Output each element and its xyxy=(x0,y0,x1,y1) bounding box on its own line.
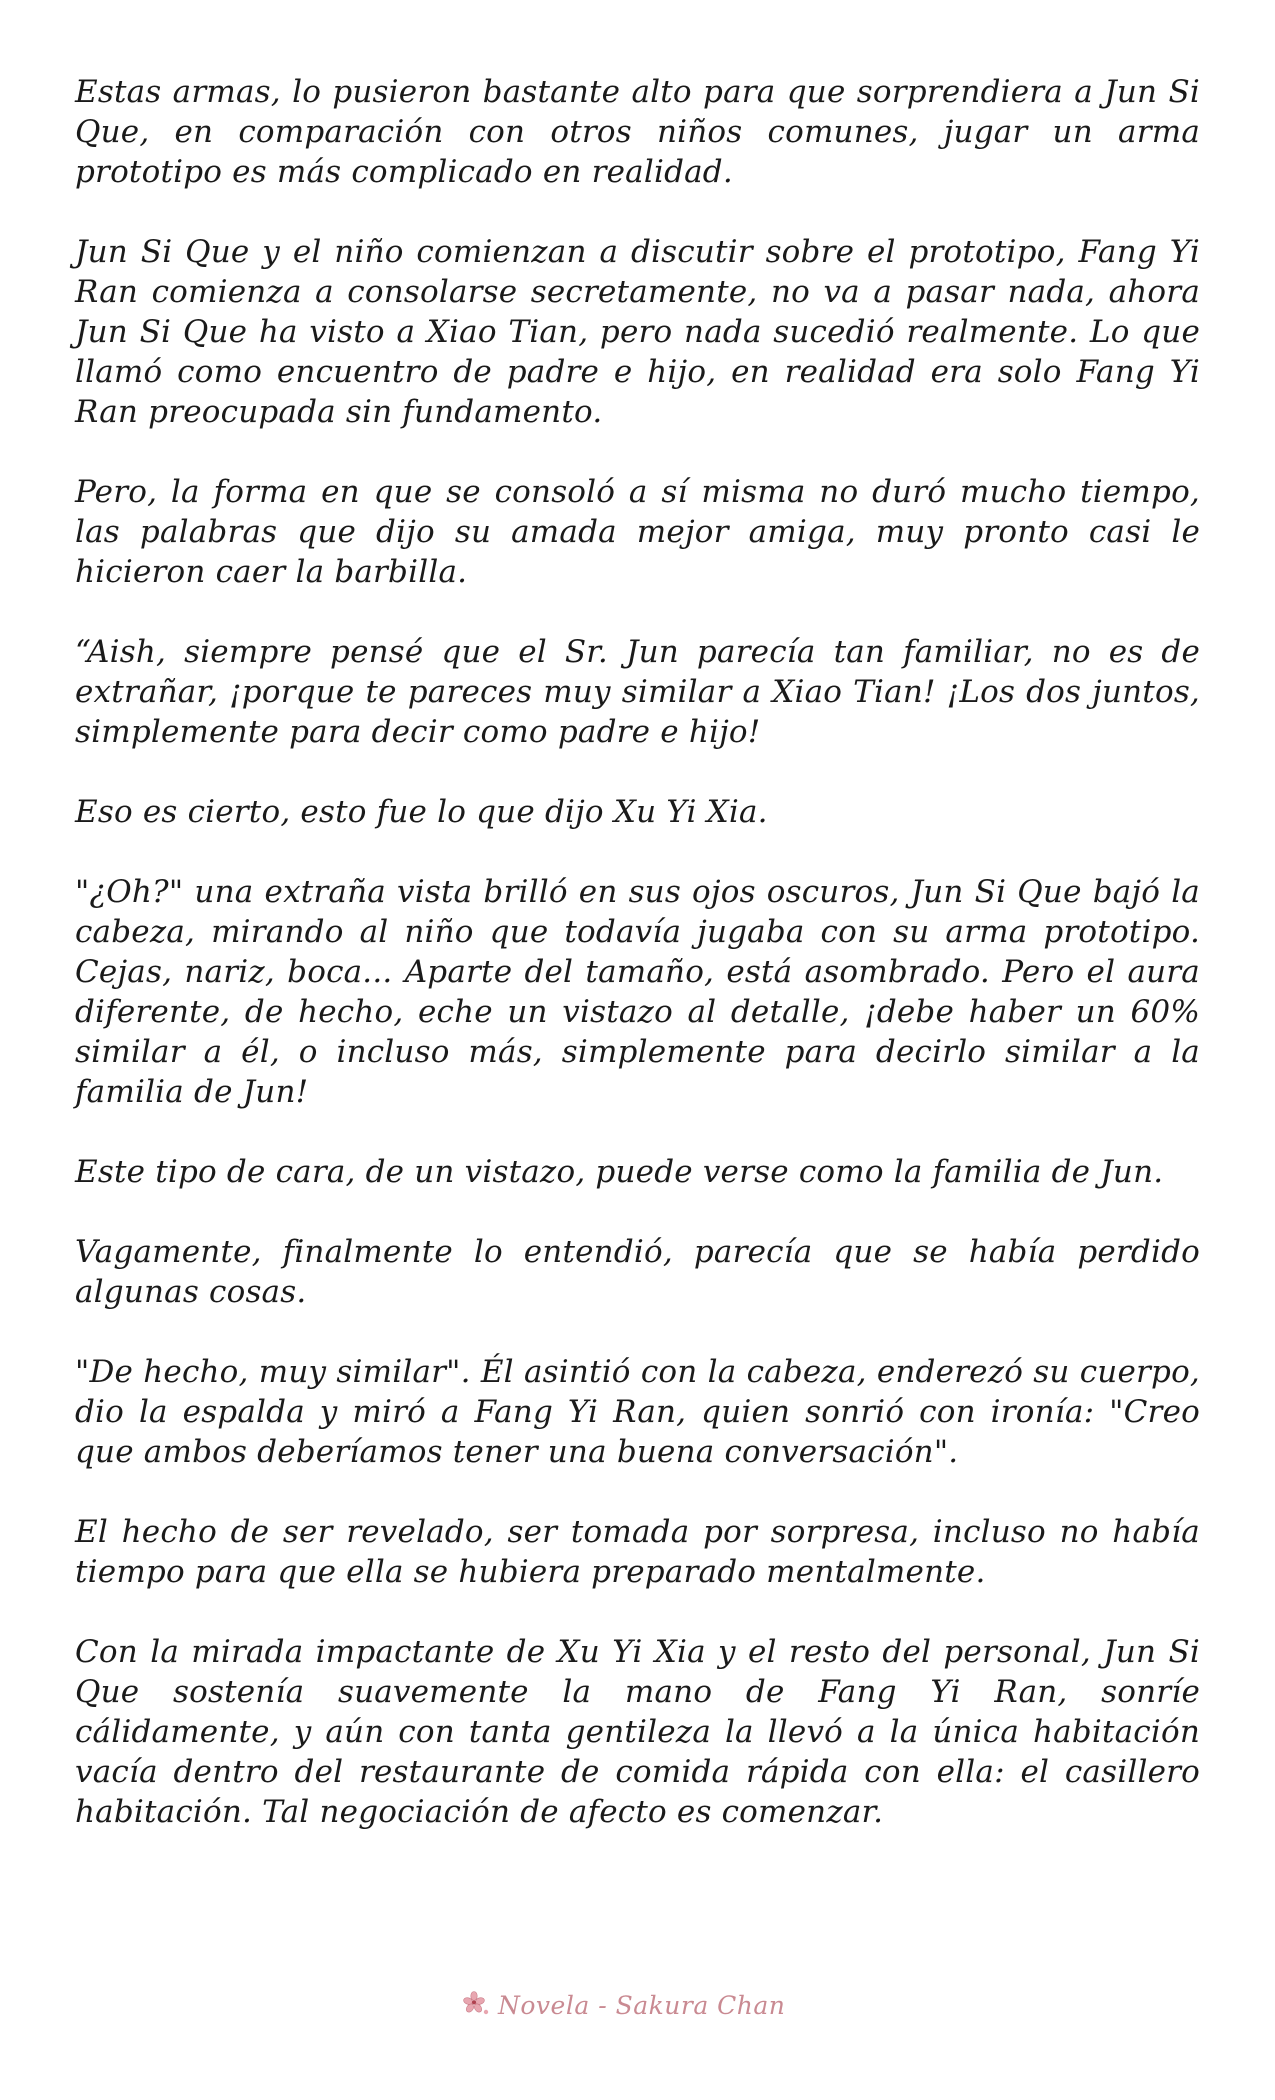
watermark-text: Novela - Sakura Chan xyxy=(498,1990,786,2020)
paragraph: Eso es cierto, esto fue lo que dijo Xu Yi Xia. xyxy=(75,794,768,830)
watermark xyxy=(462,1990,785,2020)
paragraph: "De hecho, muy similar". Él asintió con la cabeza, enderezó su cuerpo, dio la espalda y miró a Fang Yi Ran, quien sonrió con ironía: "Creo que ambos deberíamos tener una buena conversación". xyxy=(75,1354,1200,1470)
paragraph: “Aish, siempre pensé que el Sr. Jun parecía tan familiar, no es de extrañar, ¡porque te pareces muy similar a Xiao Tian! ¡Los dos juntos, simplemente para decir como padre e hijo! xyxy=(75,634,1200,750)
paragraph: El hecho de ser revelado, ser tomada por sorpresa, incluso no había tiempo para que ella se hubiera preparado mentalmente. xyxy=(75,1514,1200,1590)
paragraph: Jun Si Que y el niño comienzan a discutir sobre el prototipo, Fang Yi Ran comienza a consolarse secretamente, no va a pasar nada, ahora Jun Si Que ha visto a Xiao Tian, pero nada sucedió realmente. Lo que llamó como encuentro de padre e hijo, en realidad era solo Fang Yi Ran preocupada sin fundamento. xyxy=(75,234,1200,430)
paragraph: Este tipo de cara, de un vistazo, puede verse como la familia de Jun. xyxy=(75,1154,1164,1190)
paragraph: Con la mirada impactante de Xu Yi Xia y el resto del personal, Jun Si Que sostenía suavemente la mano de Fang Yi Ran, sonríe cálidamente, y aún con tanta gentileza la llevó a la única habitación vacía dentro del restaurante de comida rápida con ella: el casillero habitación. Tal negociación de afecto es comenzar. xyxy=(75,1634,1200,1830)
paragraph: Vagamente, finalmente lo entendió, parecía que se había perdido algunas cosas. xyxy=(75,1234,1200,1310)
paragraph: Pero, la forma en que se consoló a sí misma no duró mucho tiempo, las palabras que dijo su amada mejor amiga, muy pronto casi le hicieron caer la barbilla. xyxy=(75,474,1200,590)
paragraph: "¿Oh?" una extraña vista brilló en sus ojos oscuros, Jun Si Que bajó la cabeza, mirando al niño que todavía jugaba con su arma prototipo. Cejas, nariz, boca... Aparte del tamaño, está asombrado. Pero el aura diferente, de hecho, eche un vistazo al detalle, ¡debe haber un 60% similar a él, o incluso más, simplemente para decirlo similar a la familia de Jun! xyxy=(75,874,1200,1110)
sakura-flower-icon xyxy=(462,1990,492,2020)
paragraph: Estas armas, lo pusieron bastante alto para que sorprendiera a Jun Si Que, en comparación con otros niños comunes, jugar un arma prototipo es más complicado en realidad. xyxy=(75,74,1200,190)
document-body xyxy=(75,72,1200,1872)
